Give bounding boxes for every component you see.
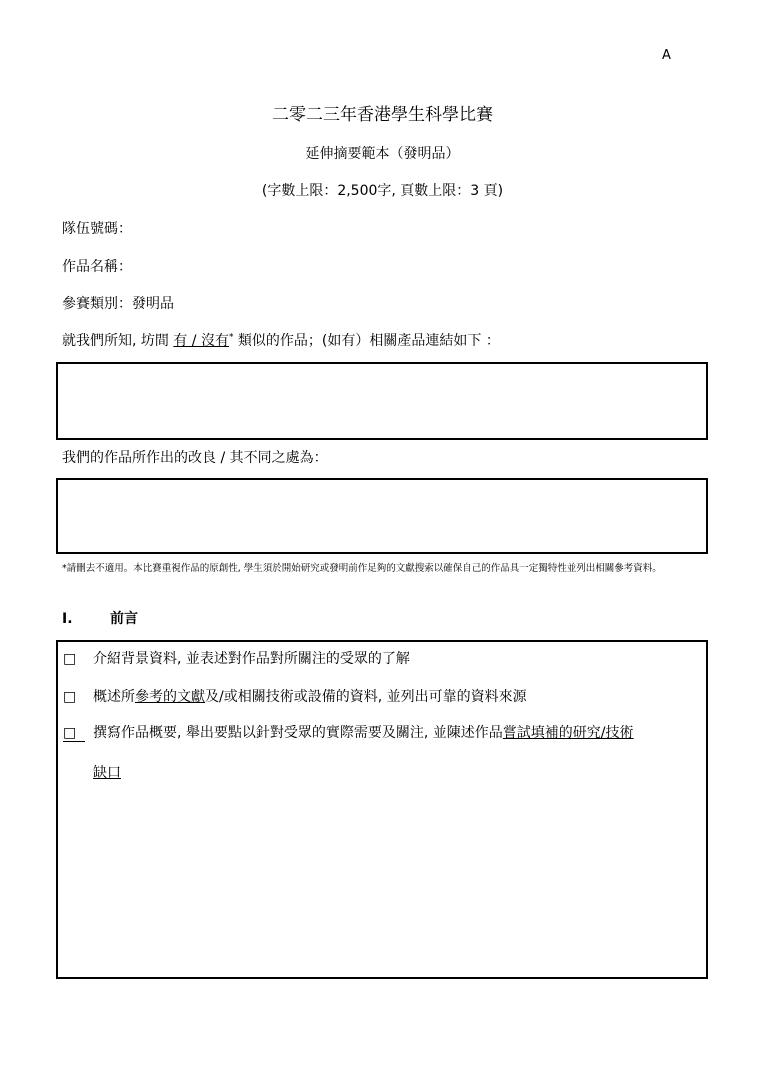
checklist-underlined-text: 缺口 — [93, 765, 121, 781]
footnote-marker: * — [228, 332, 234, 343]
market-statement-prefix: 就我們所知, 坊間 — [62, 333, 174, 349]
section-title: 前言 — [110, 611, 138, 627]
checkbox-icon[interactable]: □ — [63, 689, 77, 705]
improvement-box[interactable] — [56, 478, 708, 554]
footnote: *請刪去不適用。本比賽重視作品的原創性, 學生須於開始研究或發明前作足夠的文獻搜索以確保自己的作品具一定獨特性並列出相關參考資料。 — [62, 563, 662, 574]
page-letter: A — [662, 48, 671, 63]
work-name-field: 作品名稱： — [62, 259, 132, 275]
market-choice: 有 / 沒有 — [173, 333, 229, 349]
checklist-text: 概述所 — [93, 689, 135, 705]
checklist-underlined-text: 參考的文獻 — [135, 689, 205, 705]
checklist-underlined-text: 嘗試填補的研究/技術 — [502, 725, 634, 741]
related-products-box[interactable] — [56, 362, 708, 440]
market-statement-suffix: 類似的作品；(如有）相關產品連結如下 ： — [233, 333, 500, 349]
checklist-text: 介紹背景資料, 並表述對作品對所關注的受眾的了解 — [93, 651, 410, 667]
section-number: I. — [62, 611, 73, 627]
checklist-item — [63, 686, 527, 706]
team-number-field: 隊伍號碼： — [62, 221, 132, 237]
checkbox-icon[interactable]: □ — [63, 651, 77, 667]
checklist-text: 撰寫作品概要, 舉出要點以針對受眾的實際需要及關注, 並陳述作品 — [93, 725, 503, 741]
section-heading — [62, 608, 138, 628]
checkbox-icon[interactable]: □ — [63, 725, 85, 742]
improvement-label: 我們的作品所作出的改良 / 其不同之處為： — [62, 450, 328, 466]
word-page-limits: (字數上限：2,500字, 頁數上限：3 頁) — [261, 183, 504, 199]
category-field: 參賽類別：發明品 — [62, 296, 174, 312]
checklist-item — [63, 648, 410, 668]
market-statement — [62, 330, 500, 350]
checklist-text: 及/或相關技術或設備的資料, 並列出可靠的資料來源 — [205, 689, 527, 705]
page-subtitle: 延伸摘要範本（發明品） — [305, 146, 460, 162]
checklist-item-continuation — [93, 762, 121, 782]
checklist-item — [63, 722, 634, 742]
page-title: 二零二三年香港學生科學比賽 — [272, 105, 493, 125]
